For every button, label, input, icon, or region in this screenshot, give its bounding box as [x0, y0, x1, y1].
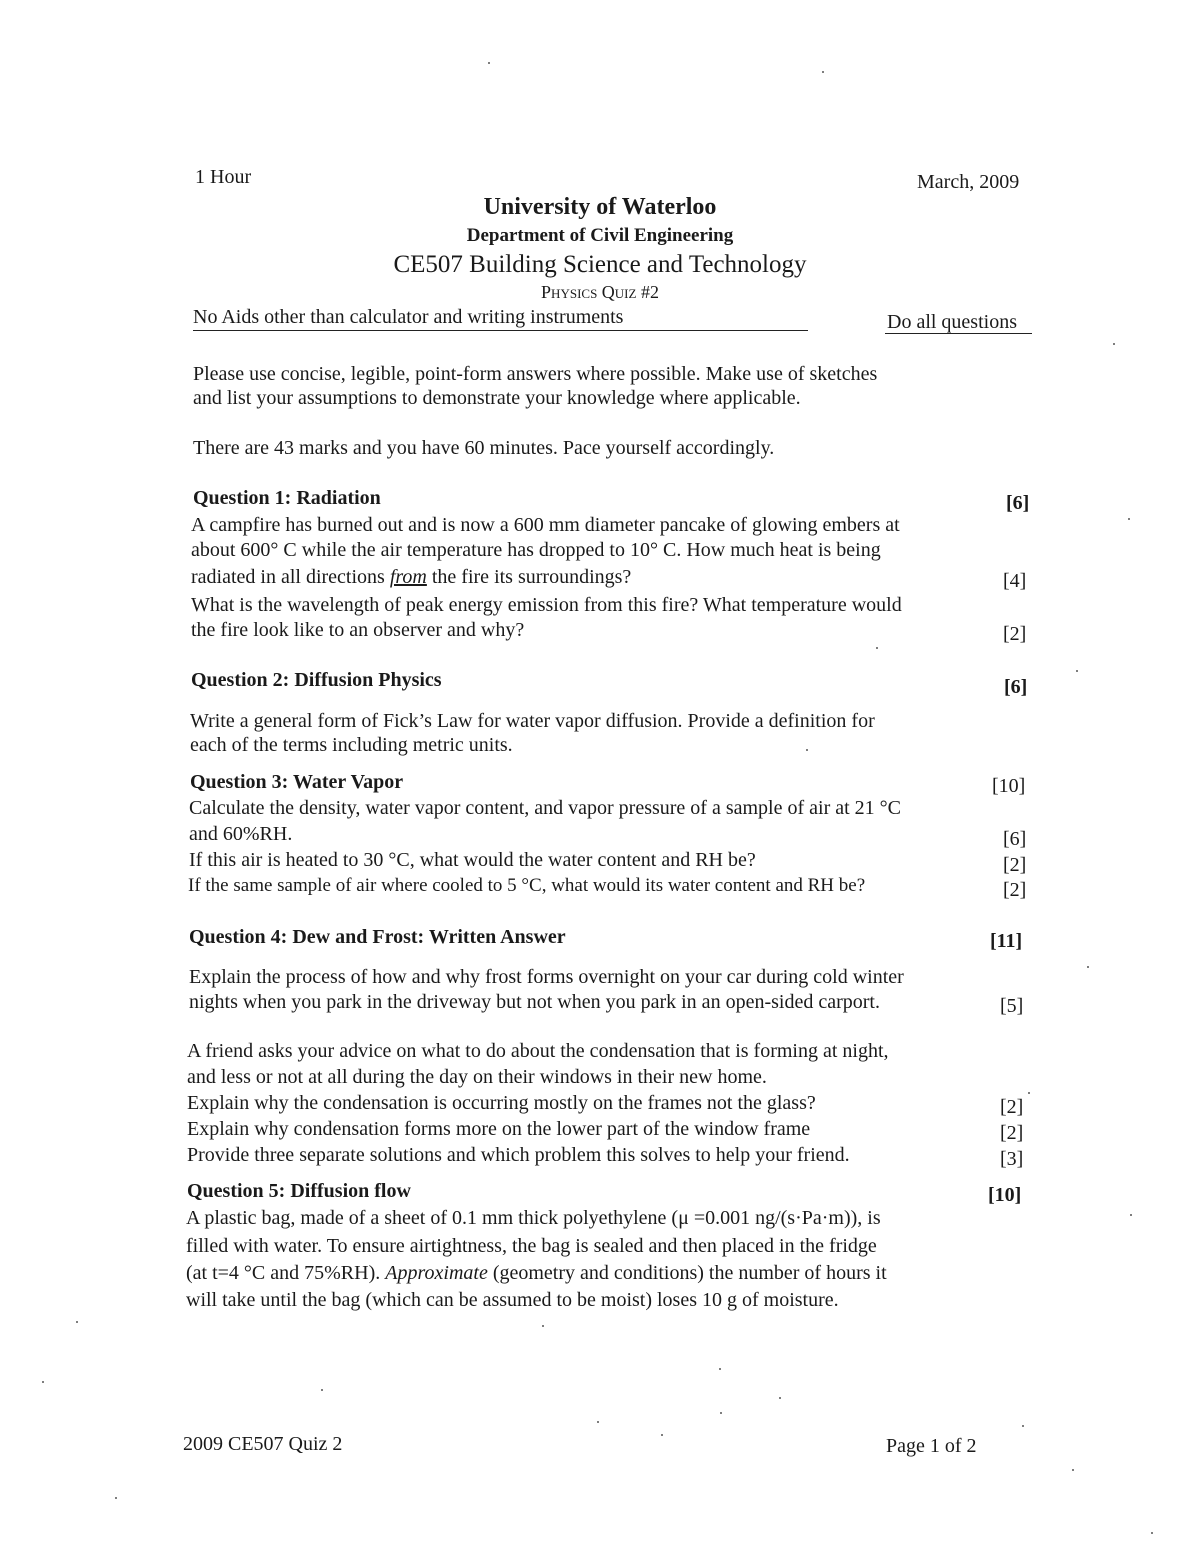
scan-speck: [488, 62, 490, 64]
date: March, 2009: [917, 171, 1020, 193]
university-title: University of Waterloo: [483, 194, 717, 220]
intro-line-1: Please use concise, legible, point-form answers where possible. Make use of sketches: [193, 363, 878, 385]
q4-line-5: Explain why the condensation is occurring mostly on the frames not the glass?: [187, 1092, 816, 1114]
scan-speck: [1113, 343, 1115, 345]
q2-title: Question 2: Diffusion Physics: [191, 669, 442, 691]
duration: 1 Hour: [195, 166, 252, 188]
scan-speck: [779, 1397, 781, 1399]
q1-subpart-a-mark: [4]: [1003, 570, 1027, 592]
scan-speck: [1072, 1469, 1074, 1471]
scan-speck: [720, 1412, 722, 1414]
q5-mark: [10]: [988, 1184, 1022, 1206]
intro-line-3: There are 43 marks and you have 60 minutes. Pace yourself accordingly.: [193, 437, 775, 459]
scan-speck: [1076, 670, 1078, 672]
q4-line-6: Explain why condensation forms more on the lower part of the window frame: [187, 1118, 811, 1140]
q4-subpart-c-mark: [2]: [1000, 1122, 1024, 1144]
q3-mark: [10]: [992, 775, 1026, 797]
q1-subpart-b-mark: [2]: [1003, 623, 1027, 645]
q4-subpart-a-mark: [5]: [1000, 995, 1024, 1017]
q5-line-1: A plastic bag, made of a sheet of 0.1 mm thick polyethylene (μ =0.001 ng/(s·Pa·m)), is: [186, 1207, 881, 1229]
scan-speck: [1128, 518, 1130, 520]
scan-speck: [1022, 1425, 1024, 1427]
instruction-note: Do all questions: [887, 311, 1017, 333]
q3-line-1: Calculate the density, water vapor content, and vapor pressure of a sample of air at 21 °C: [189, 797, 902, 819]
q5-line-3-a: (at t=4 °C and 75%RH).: [186, 1262, 386, 1284]
scan-speck: [321, 1389, 323, 1391]
q3-line-2: and 60%RH.: [189, 823, 293, 845]
scan-speck: [115, 1497, 117, 1499]
q5-title: Question 5: Diffusion flow: [187, 1180, 411, 1202]
q2-line-1: Write a general form of Fick’s Law for water vapor diffusion. Provide a definition for: [190, 710, 875, 732]
header-rule-left: [193, 330, 808, 331]
quiz-title: Physics Quiz #2: [541, 282, 659, 302]
footer-left: 2009 CE507 Quiz 2: [183, 1433, 343, 1455]
scan-speck: [822, 71, 824, 73]
q4-line-7: Provide three separate solutions and which problem this solves to help your friend.: [187, 1144, 850, 1166]
q3-subpart-b-mark: [2]: [1003, 854, 1027, 876]
scan-speck: [661, 1434, 663, 1436]
q4-line-2: nights when you park in the driveway but not when you park in an open-sided carport.: [189, 991, 880, 1013]
q1-line-2: about 600° C while the air temperature has dropped to 10° C. How much heat is being: [191, 539, 881, 561]
q5-line-3-em: Approximate: [385, 1262, 488, 1284]
q4-line-4: and less or not at all during the day on their windows in their new home.: [187, 1066, 767, 1088]
q2-line-2: each of the terms including metric units.: [190, 734, 513, 756]
scan-speck: [1151, 1532, 1153, 1534]
q1-line-3-b: the fire its surroundings?: [426, 566, 632, 588]
intro-line-2: and list your assumptions to demonstrate your knowledge where applicable.: [193, 387, 801, 409]
q4-subpart-b-mark: [2]: [1000, 1096, 1024, 1118]
q1-line-3-a: radiated in all directions: [191, 566, 390, 588]
scan-speck: [1130, 1214, 1132, 1216]
q1-line-3-em: from: [389, 566, 427, 588]
q2-mark: [6]: [1004, 676, 1028, 698]
q1-title: Question 1: Radiation: [193, 487, 381, 509]
q1-mark: [6]: [1006, 492, 1030, 514]
footer-page-number: Page 1 of 2: [886, 1435, 977, 1457]
scan-speck: [597, 1421, 599, 1423]
q4-line-3: A friend asks your advice on what to do about the condensation that is forming at night,: [187, 1040, 889, 1062]
course-title: CE507 Building Science and Technology: [393, 251, 807, 278]
scan-speck: [1087, 966, 1089, 968]
q5-line-4: will take until the bag (which can be assumed to be moist) loses 10 g of moisture.: [186, 1289, 839, 1311]
scan-speck: [542, 1325, 544, 1327]
q3-line-3: If this air is heated to 30 °C, what would the water content and RH be?: [189, 849, 756, 871]
q1-line-5: the fire look like to an observer and why?: [191, 619, 525, 641]
q1-line-4: What is the wavelength of peak energy emission from this fire? What temperature would: [191, 594, 902, 616]
q4-title: Question 4: Dew and Frost: Written Answer: [189, 926, 566, 948]
q3-title: Question 3: Water Vapor: [190, 771, 404, 793]
q4-line-1: Explain the process of how and why frost forms overnight on your car during cold winter: [189, 966, 904, 988]
scan-speck: [76, 1321, 78, 1323]
q3-subpart-c-mark: [2]: [1003, 879, 1027, 901]
q5-line-2: filled with water. To ensure airtightness, the bag is sealed and then placed in the fridge: [186, 1235, 877, 1257]
header-rule-right: [885, 333, 1032, 334]
q5-line-3-b: (geometry and conditions) the number of hours it: [487, 1262, 887, 1284]
scan-speck: [1028, 1092, 1030, 1094]
q5-line-3: [186, 1262, 887, 1285]
department: Department of Civil Engineering: [466, 225, 734, 246]
q3-subpart-a-mark: [6]: [1003, 828, 1027, 850]
scan-speck: [876, 647, 878, 649]
q4-subpart-d-mark: [3]: [1000, 1148, 1024, 1170]
aids-note: No Aids other than calculator and writing instruments: [193, 306, 624, 328]
scan-speck: [42, 1381, 44, 1383]
q4-mark: [11]: [990, 930, 1023, 952]
q1-line-1: A campfire has burned out and is now a 600 mm diameter pancake of glowing embers at: [191, 514, 900, 536]
q1-line-3: [191, 566, 631, 589]
q3-line-4: If the same sample of air where cooled to 5 °C, what would its water content and RH be?: [188, 875, 866, 896]
scan-speck: [719, 1368, 721, 1370]
scan-speck: [806, 749, 808, 751]
